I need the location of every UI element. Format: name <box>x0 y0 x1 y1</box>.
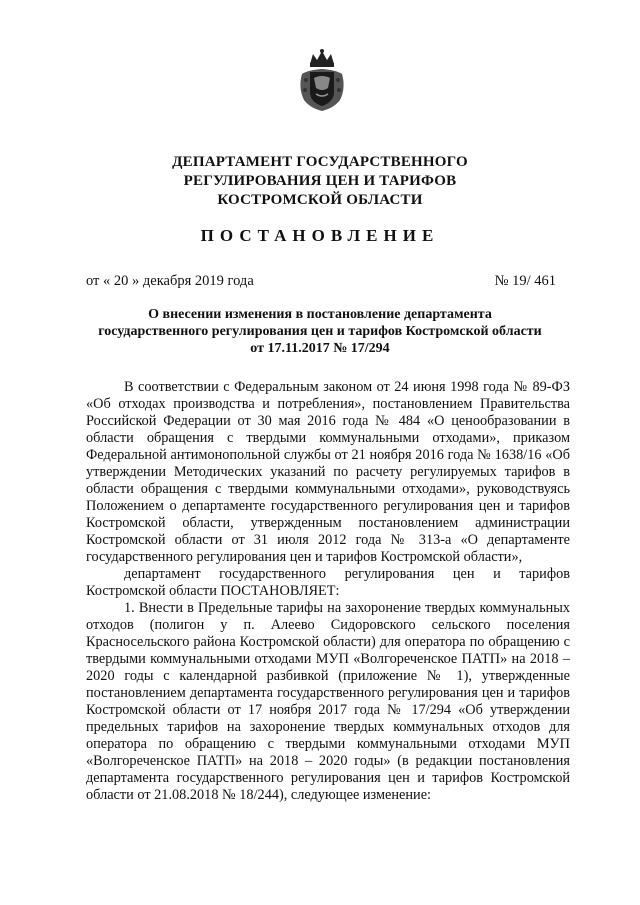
department-line: РЕГУЛИРОВАНИЯ ЦЕН И ТАРИФОВ <box>183 173 457 189</box>
subject-line: О внесении изменения в постановление департамента <box>148 307 492 322</box>
body-paragraph: В соответствии с Федеральным законом от 24 июня 1998 года № 89-ФЗ «Об отходах производства и потребления», постановлением Правительства Российской Федерации от 30 мая 2016 года № 484 «О ценообразовании в области обращения с твердыми коммунальными отходами», приказом Федеральной антимонопольной службы от 21 ноября 2016 года № 1638/16 «Об утверждении Методических указаний по расчету регулируемых тарифов в области обращения с твердыми коммунальными отходами», руководствуясь Положением о департаменте государственного регулирования цен и тарифов Костромской области, утвержденным постановлением администрации Костромской области от 31 июля 2012 года № 313-а «О департаменте государственного регулирования цен и тарифов Костромской области», <box>86 379 570 565</box>
body-paragraph: департамент государственного регулирования цен и тарифов Костромской области ПОСТАНОВЛЯЕТ: <box>86 566 570 599</box>
document-date: от « 20 » декабря 2019 года <box>86 273 254 289</box>
document-subject <box>70 306 570 357</box>
subject-line: государственного регулирования цен и тарифов Костромской области <box>98 324 542 339</box>
date-number-row <box>86 273 556 290</box>
coat-of-arms-icon <box>296 48 348 114</box>
document-body <box>86 379 570 804</box>
body-paragraph: 1. Внести в Предельные тарифы на захоронение твердых коммунальных отходов (полигон у п. Алеево Сидоровского сельского поселения Красносельского района Костромской области) для оператора по обращению с твердыми коммунальными отходами МУП «Волгореченское ПАТП» на 2018 – 2020 годы с календарной разбивкой (приложение № 1), утвержденные постановлением департамента государственного регулирования цен и тарифов Костромской области от 17 ноября 2017 года № 17/294 «Об утверждении предельных тарифов на захоронение твердых коммунальных отходов для оператора по обращению с твердыми коммунальными отходами МУП «Волгореченское ПАТП» на 2018 – 2020 годы» (в редакции постановления департамента государственного регулирования цен и тарифов Костромской области от 21.08.2018 № 18/244), следующее изменение: <box>86 600 570 803</box>
document-type: ПОСТАНОВЛЕНИЕ <box>200 226 440 245</box>
subject-line: от 17.11.2017 № 17/294 <box>250 341 390 356</box>
document-number: № 19/ 461 <box>494 273 556 289</box>
department-name <box>0 153 640 210</box>
department-line: ДЕПАРТАМЕНТ ГОСУДАРСТВЕННОГО <box>172 154 468 170</box>
department-line: КОСТРОМСКОЙ ОБЛАСТИ <box>217 192 423 208</box>
